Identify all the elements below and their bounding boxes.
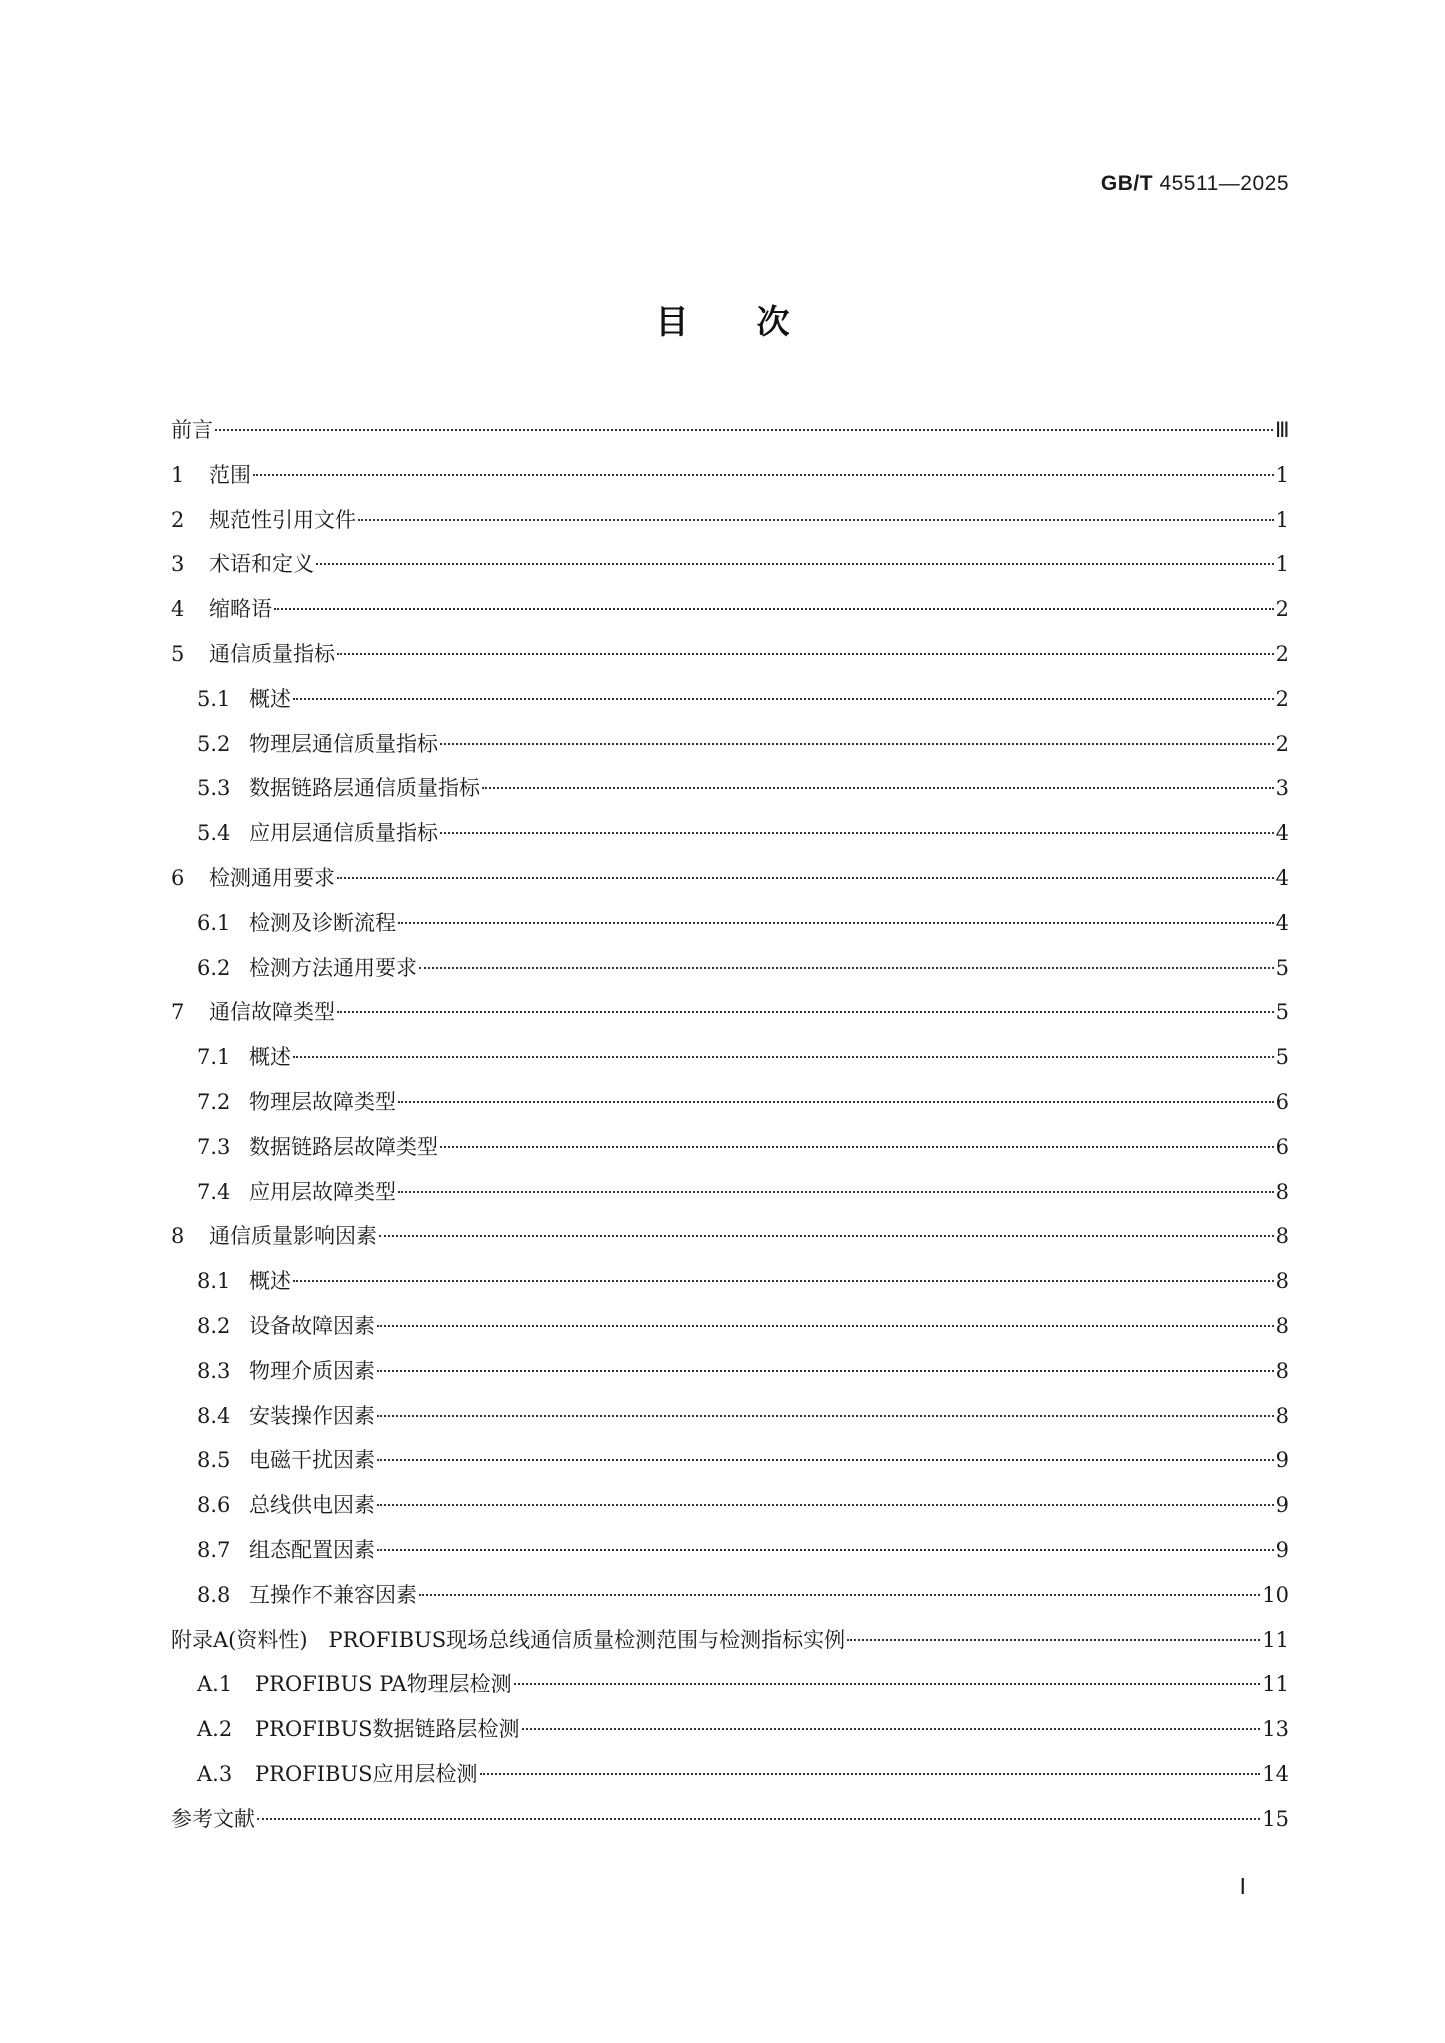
toc-entry-number: 5.1 [197,686,231,711]
toc-entry-title: 安装操作因素 [249,1403,375,1428]
toc-dot-leader [419,967,1274,969]
toc-entry-title: 电磁干扰因素 [249,1448,375,1473]
toc-dot-leader [440,743,1274,745]
toc-entry[interactable] [171,1797,1289,1842]
toc-entry-title: 概述 [249,1269,291,1294]
toc-entry-number: 8.4 [197,1403,231,1428]
toc-dot-leader [398,1101,1274,1103]
toc-entry-number: 7.3 [197,1134,231,1159]
toc-entry-page: 4 [1275,821,1289,846]
toc-dot-leader [215,429,1273,431]
toc-entry-page: 5 [1275,955,1289,980]
toc-entry-title: 物理介质因素 [249,1358,375,1383]
table-of-contents [171,408,1289,1842]
toc-entry[interactable] [171,1707,1289,1752]
toc-entry[interactable] [171,1752,1289,1797]
toc-entry-number: 7 [171,1000,185,1025]
toc-entry-page: 1 [1275,552,1289,577]
toc-entry[interactable] [171,1259,1289,1304]
toc-dot-leader [377,1549,1274,1551]
toc-entry-page: 13 [1262,1717,1289,1742]
toc-entry-page: 9 [1275,1493,1289,1518]
toc-entry[interactable] [171,856,1289,901]
toc-entry[interactable] [171,1125,1289,1170]
toc-entry-number: 7.1 [197,1045,231,1070]
toc-entry[interactable] [171,1573,1289,1618]
toc-entry[interactable] [171,498,1289,543]
toc-entry-title: 应用层通信质量指标 [249,821,438,846]
toc-entry-title: 数据链路层故障类型 [249,1134,438,1159]
toc-entry-title: 物理层故障类型 [249,1089,396,1114]
toc-entry-page: 6 [1275,1089,1289,1114]
standard-code [1101,172,1289,196]
toc-entry-page: 5 [1275,1000,1289,1025]
toc-entry-title: 应用层故障类型 [249,1179,396,1204]
toc-entry-title: 组态配置因素 [249,1537,375,1562]
toc-entry-title: 数据链路层通信质量指标 [249,776,480,801]
toc-dot-leader [293,698,1274,700]
toc-dot-leader [274,608,1274,610]
toc-dot-leader [377,1504,1274,1506]
toc-entry-number: 8.1 [197,1269,231,1294]
toc-entry-title: 概述 [249,1045,291,1070]
toc-entry-number: 7.4 [197,1179,231,1204]
toc-entry-number: A.2 [197,1717,233,1742]
toc-entry-title: 范围 [209,462,251,487]
toc-entry-page: 1 [1275,462,1289,487]
toc-entry-number: 8 [171,1224,185,1249]
toc-entry[interactable] [171,1618,1289,1663]
toc-entry-title: 缩略语 [209,597,272,622]
toc-entry-page: 2 [1275,597,1289,622]
toc-dot-leader [257,1818,1260,1820]
toc-dot-leader [480,1773,1261,1775]
toc-entry[interactable] [171,587,1289,632]
toc-entry-title: 通信故障类型 [209,1000,335,1025]
toc-dot-leader [293,1280,1274,1282]
toc-entry[interactable] [171,542,1289,587]
page-title: 目次 [655,302,858,341]
standard-prefix: GB/T [1100,172,1154,195]
toc-entry-title: PROFIBUS应用层检测 [255,1761,478,1786]
toc-dot-leader [293,1056,1274,1058]
toc-entry[interactable] [171,946,1289,991]
toc-entry-page: 8 [1275,1224,1289,1249]
toc-entry-page: 2 [1275,686,1289,711]
toc-entry[interactable] [171,1035,1289,1080]
toc-entry-page: 15 [1262,1806,1289,1831]
toc-entry-page: 8 [1275,1269,1289,1294]
toc-dot-leader [337,653,1274,655]
toc-entry[interactable] [171,1438,1289,1483]
toc-entry[interactable] [171,1170,1289,1215]
toc-entry-page: 11 [1262,1627,1289,1652]
toc-entry-page: 2 [1275,641,1289,666]
toc-entry-page: 11 [1262,1672,1289,1697]
footer-page-number: Ⅰ [1239,1874,1246,1899]
toc-entry-page: 14 [1262,1761,1289,1786]
toc-dot-leader [522,1728,1261,1730]
toc-entry[interactable] [171,1483,1289,1528]
toc-entry[interactable] [171,1394,1289,1439]
standard-number: 45511—2025 [1159,172,1289,195]
toc-entry[interactable] [171,1662,1289,1707]
toc-entry-page: 8 [1275,1403,1289,1428]
toc-dot-leader [482,787,1274,789]
toc-entry-number: 6.2 [197,955,231,980]
toc-entry[interactable] [171,990,1289,1035]
toc-dot-leader [847,1639,1260,1641]
toc-entry-number: 7.2 [197,1089,231,1114]
toc-entry[interactable] [171,1214,1289,1259]
toc-entry-page: 1 [1275,507,1289,532]
toc-entry-number: 8.8 [197,1582,231,1607]
toc-entry[interactable] [171,722,1289,767]
toc-dot-leader [316,563,1274,565]
toc-dot-leader [440,1146,1274,1148]
toc-entry-number: 5.2 [197,731,231,756]
toc-dot-leader [398,922,1274,924]
toc-dot-leader [358,519,1274,521]
toc-entry-number: 5.3 [197,776,231,801]
toc-entry-title: 前言 [171,418,213,442]
toc-entry-page: 9 [1275,1537,1289,1562]
toc-entry-page: Ⅲ [1275,418,1289,442]
toc-entry[interactable] [171,901,1289,946]
toc-entry-number: 6.1 [197,910,231,935]
toc-entry-number: 8.2 [197,1313,231,1338]
toc-entry-title: 检测方法通用要求 [249,955,417,980]
toc-entry-title: 附录A(资料性) PROFIBUS现场总线通信质量检测范围与检测指标实例 [171,1627,846,1652]
toc-entry-page: 9 [1275,1448,1289,1473]
toc-entry[interactable] [171,811,1289,856]
toc-entry-title: 通信质量影响因素 [209,1224,377,1249]
toc-entry-page: 2 [1275,731,1289,756]
toc-entry-number: 6 [171,865,185,890]
toc-entry-page: 4 [1275,865,1289,890]
toc-entry-number: 8.5 [197,1448,231,1473]
toc-entry[interactable] [171,1528,1289,1573]
toc-entry-number: 8.3 [197,1358,231,1383]
toc-entry-number: 8.6 [197,1493,231,1518]
toc-entry-title: 概述 [249,686,291,711]
toc-dot-leader [337,1011,1274,1013]
toc-dot-leader [377,1325,1274,1327]
toc-entry-page: 4 [1275,910,1289,935]
toc-entry-page: 5 [1275,1045,1289,1070]
toc-entry-page: 8 [1275,1358,1289,1383]
toc-dot-leader [419,1594,1260,1596]
toc-entry-title: 检测及诊断流程 [249,910,396,935]
toc-entry-number: 4 [171,597,185,622]
toc-entry-title: 规范性引用文件 [209,507,356,532]
toc-dot-leader [377,1370,1274,1372]
toc-dot-leader [377,1415,1274,1417]
toc-entry-number: 5 [171,641,185,666]
toc-dot-leader [337,877,1274,879]
toc-entry[interactable] [171,1080,1289,1125]
toc-entry[interactable] [171,632,1289,677]
toc-entry-number: 1 [171,462,185,487]
toc-entry-page: 8 [1275,1179,1289,1204]
toc-entry-number: 5.4 [197,821,231,846]
toc-entry[interactable] [171,766,1289,811]
toc-entry-title: 参考文献 [171,1806,255,1831]
toc-entry[interactable] [171,677,1289,722]
toc-entry-number: 8.7 [197,1537,231,1562]
toc-dot-leader [377,1459,1274,1461]
toc-entry-title: PROFIBUS数据链路层检测 [255,1717,520,1742]
toc-entry-title: 术语和定义 [209,552,314,577]
toc-entry[interactable] [171,1304,1289,1349]
toc-dot-leader [253,474,1274,476]
toc-dot-leader [398,1191,1274,1193]
toc-entry-number: 2 [171,507,185,532]
toc-entry[interactable] [171,453,1289,498]
toc-entry-title: 总线供电因素 [249,1493,375,1518]
toc-dot-leader [514,1683,1261,1685]
toc-entry-title: 通信质量指标 [209,641,335,666]
toc-dot-leader [440,832,1274,834]
toc-entry-title: 检测通用要求 [209,865,335,890]
toc-entry-number: A.3 [197,1761,233,1786]
toc-entry-title: PROFIBUS PA物理层检测 [255,1672,512,1697]
toc-entry[interactable] [171,1349,1289,1394]
toc-entry-number: 3 [171,552,185,577]
toc-dot-leader [379,1235,1274,1237]
toc-entry-title: 物理层通信质量指标 [249,731,438,756]
toc-entry-page: 8 [1275,1313,1289,1338]
toc-entry-title: 设备故障因素 [249,1313,375,1338]
toc-entry-title: 互操作不兼容因素 [249,1582,417,1607]
toc-entry[interactable] [171,408,1289,453]
toc-entry-page: 6 [1275,1134,1289,1159]
toc-entry-page: 10 [1262,1582,1289,1607]
toc-entry-page: 3 [1275,776,1289,801]
toc-entry-number: A.1 [197,1672,233,1697]
